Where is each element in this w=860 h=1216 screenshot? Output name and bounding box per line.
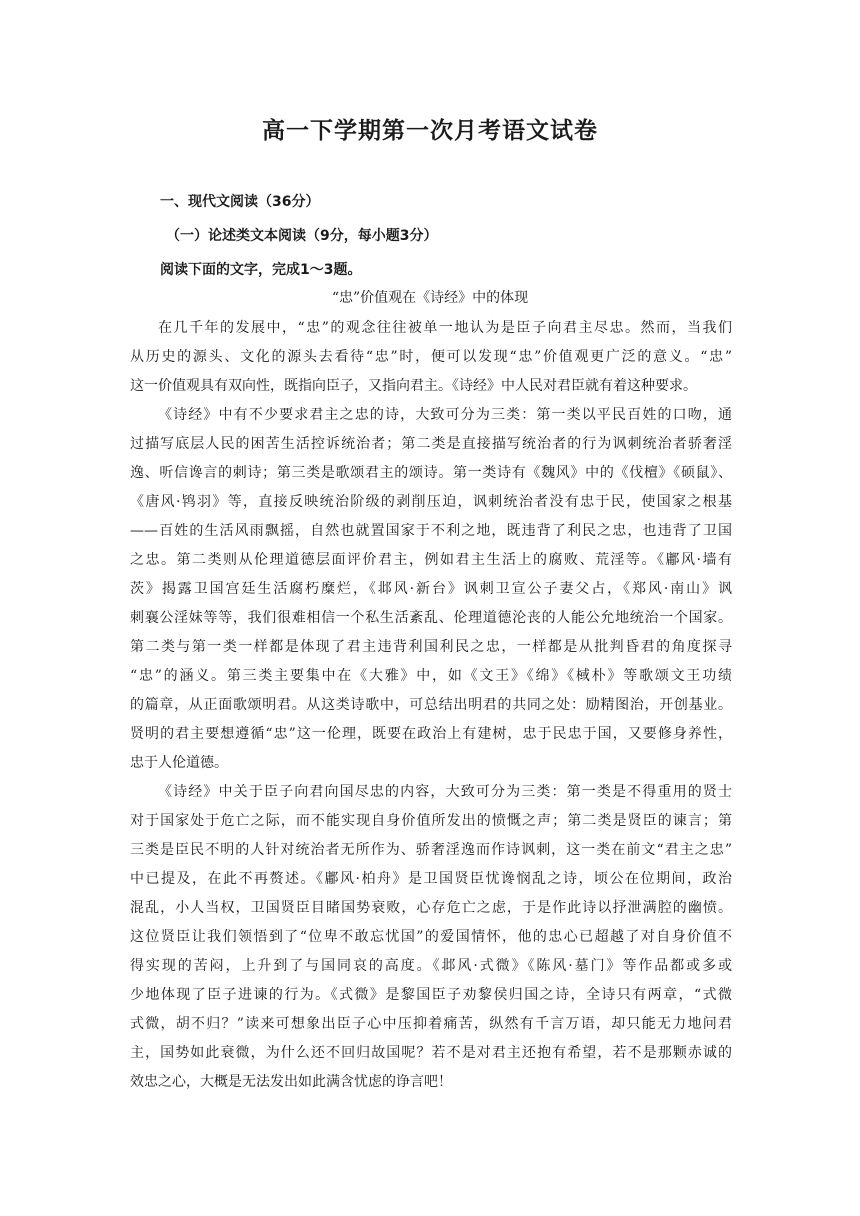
text-line: 忠于人伦道德。 [130,755,228,771]
text-line: “忠”的涵义。第三类主要集中在《大雅》中，如《文王》《绵》《棫朴》等歌颂文王功绩 [130,668,732,684]
text-line: 茨》揭露卫国宫廷生活腐朽糜烂，《邶风·新台》讽刺卫宣公子妻父占，《郑风·南山》讽 [130,581,732,597]
text-line: 的篇章，从正面歌颂明君。从这类诗歌中，可总结出明君的共同之处：励精图治，开创基业。 [130,697,732,713]
text-line: 过描写底层人民的困苦生活控诉统治者；第二类是直接描写统治者的行为讽刺统治者骄奢淫 [130,436,732,452]
reading-instruction: 阅读下面的文字，完成1～3题。 [160,262,362,278]
section-heading: 一、现代文阅读（36分） [160,194,320,210]
text-line: 得实现的苦闷，上升到了与国同哀的高度。《邶风·式微》《陈风·墓门》等作品都或多或 [130,958,732,974]
article-title: “忠”价值观在《诗经》中的体现 [331,290,529,306]
text-line: 《唐风·鸨羽》等，直接反映统治阶级的剥削压迫，讽刺统治者没有忠于民，使国家之根基 [130,494,732,510]
text-line: 式微，胡不归？”读来可想象出臣子心中压抑着痛苦，纵然有千言万语，却只能无力地问君 [130,1016,732,1032]
text-line: 这一价值观具有双向性，既指向臣子，又指向君主。《诗经》中人民对君臣就有着这种要求。 [130,378,697,394]
subsection-heading: （一）论述类文本阅读（9分，每小题3分） [166,228,438,244]
text-line: 《诗经》中有不少要求君主之忠的诗，大致可分为三类：第一类以平民百姓的口吻，通 [158,407,732,423]
text-line: 对于国家处于危亡之际，而不能实现自身价值所发出的愤慨之声；第二类是贤臣的谏言；第 [130,813,732,829]
text-line: 效忠之心，大概是无法发出如此满含忧虑的诤言吧！ [130,1074,452,1090]
text-line: 从历史的源头、文化的源头去看待“忠”时，便可以发现“忠”价值观更广泛的意义。“忠” [130,349,732,365]
text-line: 三类是臣民不明的人针对统治者无所作为、骄奢淫逸而作诗讽刺，这一类在前文“君主之忠” [130,842,732,858]
text-line: 少地体现了臣子进谏的行为。《式微》是黎国臣子劝黎侯归国之诗，全诗只有两章，“式微 [130,987,732,1003]
text-line: 第二类与第一类一样都是体现了君主违背利国利民之忠，一样都是从批判昏君的角度探寻 [130,639,732,655]
text-line: 在几千年的发展中，“忠”的观念往往被单一地认为是臣子向君主尽忠。然而，当我们 [158,320,732,336]
article-body [130,314,732,1097]
text-line: 主，国势如此衰微，为什么还不回归故国呢？若不是对君主还抱有希望，若不是那颗赤诚的 [130,1045,732,1061]
text-line: 中已提及，在此不再赘述。《鄘风·柏舟》是卫国贤臣忧谗悯乱之诗，顷公在位期间，政治 [130,871,732,887]
text-line: 刺襄公淫妹等等，我们很难相信一个私生活紊乱、伦理道德沦丧的人能公允地统治一个国家。 [130,610,732,626]
exam-title: 高一下学期第一次月考语文试卷 [262,118,598,144]
text-line: 之忠。第二类则从伦理道德层面评价君主，例如君主生活上的腐败、荒淫等。《鄘风·墙有 [130,552,732,568]
text-line: 逸、听信谗言的刺诗；第三类是歌颂君主的颂诗。第一类诗有《魏风》中的《伐檀》《硕鼠》、 [130,465,732,481]
text-line: 贤明的君主要想遵循“忠”这一伦理，既要在政治上有建树，忠于民忠于国，又要修身养性， [130,726,732,742]
text-line: ——百姓的生活风雨飘摇，自然也就置国家于不利之地，既违背了利民之忠，也违背了卫国 [130,523,732,539]
text-line: 混乱，小人当权，卫国贤臣目睹国势衰败，心存危亡之虑，于是作此诗以抒泄满腔的幽愤。 [130,900,732,916]
text-line: 《诗经》中关于臣子向君向国尽忠的内容，大致可分为三类：第一类是不得重用的贤士 [158,784,732,800]
text-line: 这位贤臣让我们领悟到了“位卑不敢忘忧国”的爱国情怀，他的忠心已超越了对自身价值不 [130,929,732,945]
